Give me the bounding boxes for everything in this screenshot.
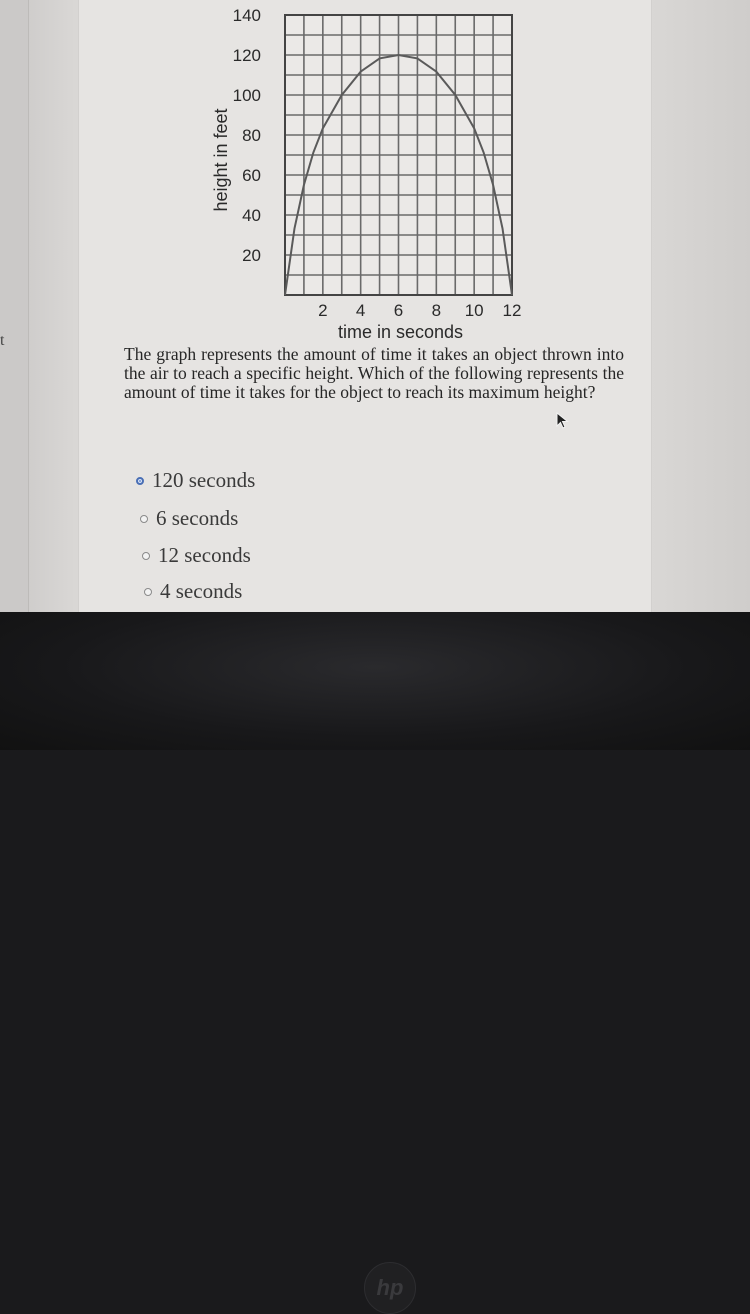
left-panel-glyph: t — [0, 332, 5, 349]
answer-option-label: 12 seconds — [158, 543, 251, 567]
answer-option[interactable] — [142, 543, 251, 568]
x-tick-label: 6 — [393, 301, 404, 320]
laptop-bezel — [0, 612, 750, 1300]
y-tick-label: 80 — [242, 126, 261, 145]
answer-option-label: 120 seconds — [152, 468, 256, 492]
x-axis-label: time in seconds — [337, 322, 464, 342]
x-tick-label: 8 — [431, 301, 442, 320]
answer-option-label: 4 seconds — [160, 579, 243, 603]
answer-option-label: 6 seconds — [156, 506, 239, 530]
y-axis-label: height in feet — [211, 108, 231, 212]
radio-button[interactable] — [136, 477, 144, 485]
hp-logo-text: hp — [376, 1275, 404, 1300]
question-text: The graph represents the amount of time it takes an object thrown into the air to reach a specific height. Which of the following represents the amount of time it takes for the object to reach its maximum height? — [124, 344, 624, 402]
y-tick-label: 100 — [232, 86, 261, 105]
radio-button[interactable] — [144, 588, 152, 596]
x-tick-label: 10 — [464, 301, 484, 320]
answer-option[interactable] — [144, 579, 242, 604]
screen — [0, 0, 750, 612]
left-panel — [0, 0, 29, 612]
y-tick-label: 60 — [242, 166, 261, 185]
mouse-cursor-icon — [556, 412, 570, 430]
answer-option[interactable] — [136, 468, 255, 493]
x-tick-label: 12 — [502, 301, 522, 320]
hp-logo — [364, 1262, 416, 1314]
y-tick-label: 40 — [242, 206, 261, 225]
radio-button[interactable] — [140, 515, 148, 523]
y-tick-label: 140 — [232, 6, 261, 25]
y-tick-label: 20 — [242, 246, 261, 265]
y-tick-label: 120 — [232, 46, 261, 65]
x-tick-label: 2 — [318, 301, 328, 320]
x-tick-label: 4 — [355, 301, 366, 320]
radio-button[interactable] — [142, 552, 150, 560]
height-time-chart — [190, 0, 540, 350]
answer-option[interactable] — [140, 506, 238, 531]
